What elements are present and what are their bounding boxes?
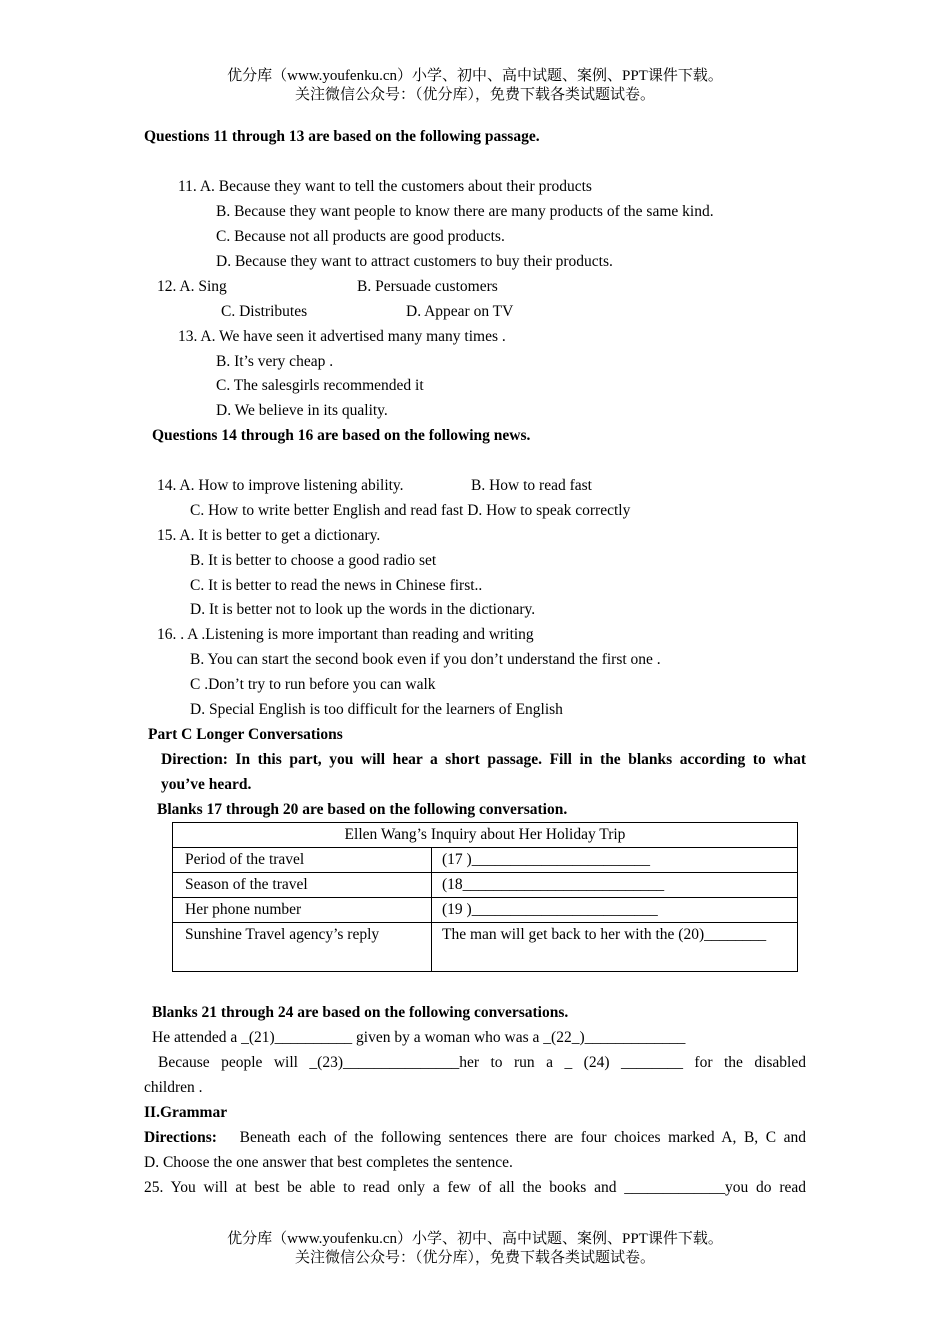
question-11-option-b: B. Because they want people to know there are many products of the same kind. [216,203,714,220]
question-14-option-b: B. How to read fast [471,477,592,494]
question-14-options-c-d: C. How to write better English and read fast D. How to speak correctly [190,502,631,519]
blank-18-field[interactable]: (18__________________________ [432,873,798,898]
table-row [173,923,798,972]
question-25-stem: 25. You will at best be able to read only a few of all the books and _____________you do read [144,1179,806,1196]
table-row [173,848,798,873]
question-13-option-d: D. We believe in its quality. [216,402,388,419]
table-row [173,873,798,898]
question-11-option-c: C. Because not all products are good products. [216,228,505,245]
blank-20-field[interactable]: The man will get back to her with the (20)________ [432,923,798,972]
section-heading-14-16: Questions 14 through 16 are based on the following news. [152,427,531,444]
grammar-directions-text: Beneath each of the following sentences there are four choices marked A, B, C and [239,1129,807,1146]
grammar-directions-line-2: D. Choose the one answer that best completes the sentence. [144,1154,513,1171]
blanks-21-24-heading: Blanks 21 through 24 are based on the following conversations. [152,1004,569,1021]
table-title: Ellen Wang’s Inquiry about Her Holiday Trip [173,823,798,848]
question-16-option-a: 16. . A .Listening is more important than reading and writing [157,626,534,643]
table-row-label: Period of the travel [173,848,432,873]
question-11-option-d: D. Because they want to attract customers to buy their products. [216,253,613,270]
page-header-line-2: 关注微信公众号：（优分库），免费下载各类试题试卷。 [294,87,655,103]
question-15-option-d: D. It is better not to look up the words in the dictionary. [190,601,536,618]
blanks-17-20-heading: Blanks 17 through 20 are based on the following conversation. [157,801,568,818]
question-12-option-a: 12. A. Sing [157,278,227,295]
question-15-option-c: C. It is better to read the news in Chinese first.. [190,577,483,594]
section-heading-11-13: Questions 11 through 13 are based on the following passage. [144,128,540,145]
part-c-direction-line-2: you’ve heard. [161,776,252,793]
grammar-directions-line-1 [144,1128,806,1148]
table-row-label: Sunshine Travel agency’s reply [173,923,432,972]
blanks-21-22-line[interactable]: He attended a _(21)__________ given by a woman who was a _(22_)_____________ [152,1029,686,1046]
blanks-23-24-line[interactable]: Because people will _(23)_______________her to run a _ (24) ________ for the disabled [158,1054,806,1071]
question-16-option-c: C .Don’t try to run before you can walk [190,676,436,693]
part-c-direction-line-1: Direction: In this part, you will hear a short passage. Fill in the blanks according to what [161,751,806,768]
table-title-row [173,823,798,848]
page-footer-line-1: 优分库（www.youfenku.cn）小学、初中、高中试题、案例、PPT课件下载。 [227,1231,723,1247]
question-14-option-a: 14. A. How to improve listening ability. [157,477,404,494]
grammar-directions-label: Directions: [144,1129,217,1146]
blanks-23-24-line-continued: children . [144,1079,203,1096]
blank-19-field[interactable]: (19 )________________________ [432,898,798,923]
question-16-option-b: B. You can start the second book even if you don’t understand the first one . [190,651,661,668]
page-header-line-1: 优分库（www.youfenku.cn）小学、初中、高中试题、案例、PPT课件下载。 [227,68,723,84]
grammar-section-title: II.Grammar [144,1104,228,1121]
question-12-option-b: B. Persuade customers [357,278,498,295]
blank-17-field[interactable]: (17 )_______________________ [432,848,798,873]
question-13-option-c: C. The salesgirls recommended it [216,377,424,394]
page-footer-line-2: 关注微信公众号：（优分库），免费下载各类试题试卷。 [294,1250,655,1266]
table-row-label: Her phone number [173,898,432,923]
holiday-trip-table [172,822,798,972]
question-12-option-d: D. Appear on TV [406,303,514,320]
part-c-title: Part C Longer Conversations [148,726,343,743]
question-13-option-b: B. It’s very cheap . [216,353,334,370]
question-16-option-d: D. Special English is too difficult for the learners of English [190,701,563,718]
question-12-option-c: C. Distributes [221,303,308,320]
table-row [173,898,798,923]
question-13-option-a: 13. A. We have seen it advertised many many times . [178,328,506,345]
question-15-option-a: 15. A. It is better to get a dictionary. [157,527,381,544]
table-row-label: Season of the travel [173,873,432,898]
question-11-option-a: 11. A. Because they want to tell the customers about their products [178,178,592,195]
question-15-option-b: B. It is better to choose a good radio set [190,552,437,569]
